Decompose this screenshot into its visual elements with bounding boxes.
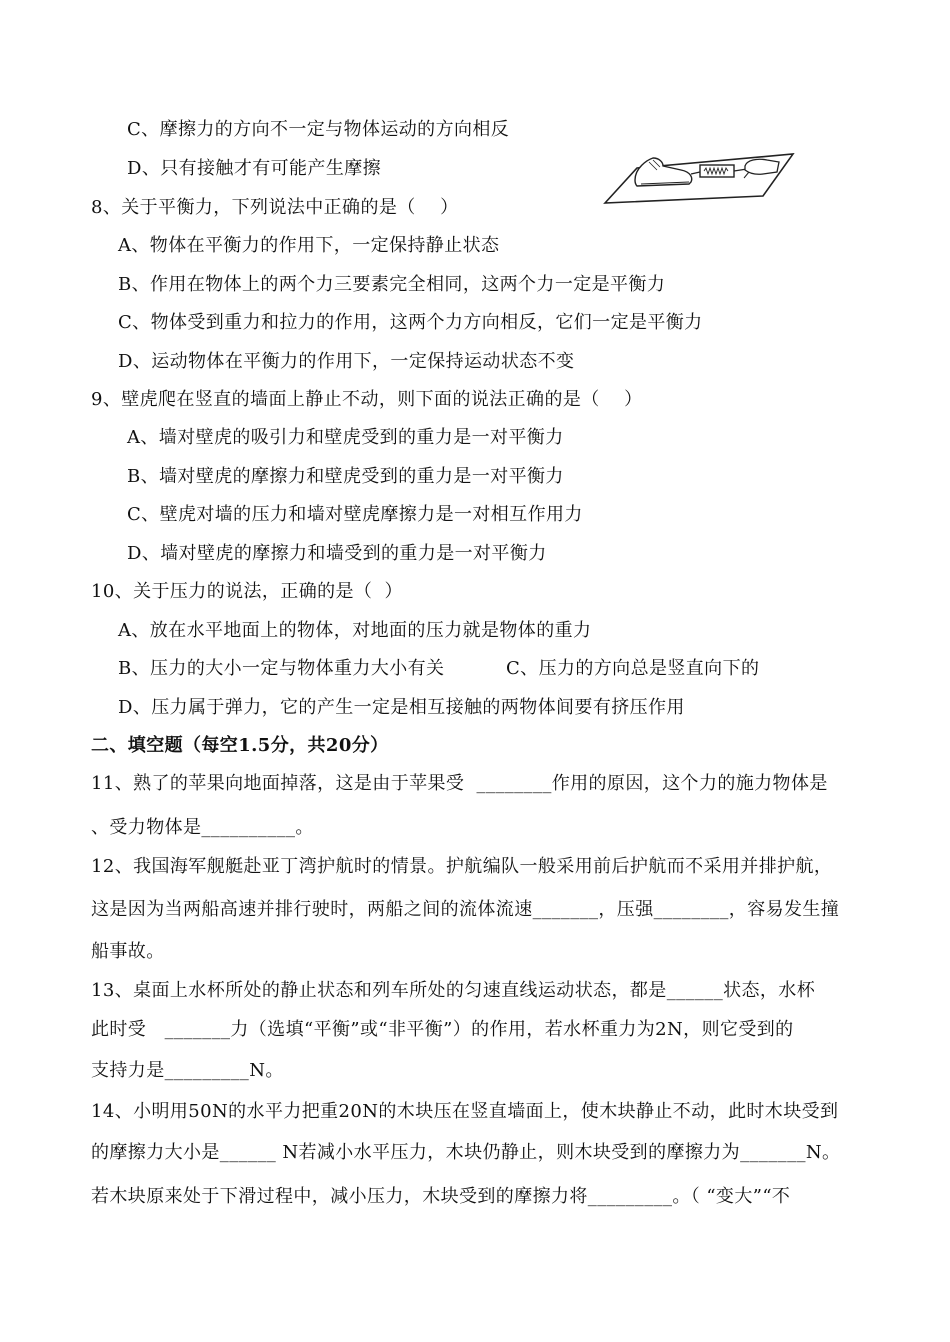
- q10-option-d: D、压力属于弹力，它的产生一定是相互接触的两物体间要有挤压作用: [118, 697, 685, 718]
- q10-option-b: B、压力的大小一定与物体重力大小有关: [118, 658, 445, 679]
- q11-line-2: 、受力物体是__________。: [91, 817, 314, 838]
- shoe-spring-scale-diagram-icon: [597, 150, 797, 210]
- q13-line-1: 13、桌面上水杯所处的静止状态和列车所处的匀速直线运动状态，都是______状态，水杯: [91, 980, 816, 1001]
- q9-option-a: A、墙对壁虎的吸引力和壁虎受到的重力是一对平衡力: [127, 427, 564, 448]
- q7-option-d: D、只有接触才有可能产生摩擦: [127, 158, 382, 179]
- q9-option-b: B、墙对壁虎的摩擦力和壁虎受到的重力是一对平衡力: [127, 466, 564, 487]
- q12-line-1: 12、我国海军舰艇赴亚丁湾护航时的情景。护航编队一般采用前后护航而不采用并排护航，: [91, 856, 833, 877]
- q8-option-b: B、作用在物体上的两个力三要素完全相同，这两个力一定是平衡力: [118, 274, 666, 295]
- section-heading: 二、填空题（每空1.5分，共20分）: [91, 735, 389, 756]
- q14-line-2: 的摩擦力大小是______ N若减小水平压力，木块仍静止，则木块受到的摩擦力为_______N。: [91, 1142, 841, 1163]
- q12-line-3: 船事故。: [91, 941, 165, 962]
- q12-line-2: 这是因为当两船高速并排行驶时，两船之间的流体流速_______，压强________，容易发生撞: [91, 899, 840, 920]
- q10-option-c: C、压力的方向总是竖直向下的: [506, 658, 760, 679]
- q14-line-1: 14、小明用50N的水平力把重20N的木块压在竖直墙面上，使木块静止不动，此时木块受到: [91, 1101, 839, 1122]
- q8-option-d: D、运动物体在平衡力的作用下，一定保持运动状态不变: [118, 351, 575, 372]
- q14-line-3: 若木块原来处于下滑过程中，减小压力，木块受到的摩擦力将_________。（ “变大”“不: [91, 1186, 791, 1207]
- q10-option-a: A、放在水平地面上的物体，对地面的压力就是物体的重力: [118, 620, 592, 641]
- pulling-hand: [745, 159, 779, 174]
- q8-option-c: C、物体受到重力和拉力的作用，这两个力方向相反，它们一定是平衡力: [118, 312, 703, 333]
- q13-line-2: 此时受 _______力（选填“平衡”或“非平衡”）的作用，若水杯重力为2N，则它受到的: [91, 1019, 794, 1040]
- q7-option-c: C、摩擦力的方向不一定与物体运动的方向相反: [127, 119, 510, 140]
- q11-line-1: 11、熟了的苹果向地面掉落，这是由于苹果受 ________作用的原因，这个力的施力物体是: [91, 773, 828, 794]
- q8-option-a: A、物体在平衡力的作用下，一定保持静止状态: [118, 235, 500, 256]
- q9-option-d: D、墙对壁虎的摩擦力和墙受到的重力是一对平衡力: [127, 543, 547, 564]
- q13-line-3: 支持力是_________N。: [91, 1060, 284, 1081]
- q9-option-c: C、壁虎对墙的压力和墙对壁虎摩擦力是一对相互作用力: [127, 504, 583, 525]
- q8-stem: 8、关于平衡力，下列说法中正确的是（ ）: [91, 197, 459, 218]
- q9-stem: 9、壁虎爬在竖直的墙面上静止不动，则下面的说法正确的是（ ）: [91, 389, 643, 410]
- q10-stem: 10、关于压力的说法，正确的是（ ）: [91, 581, 403, 602]
- string: [691, 172, 700, 174]
